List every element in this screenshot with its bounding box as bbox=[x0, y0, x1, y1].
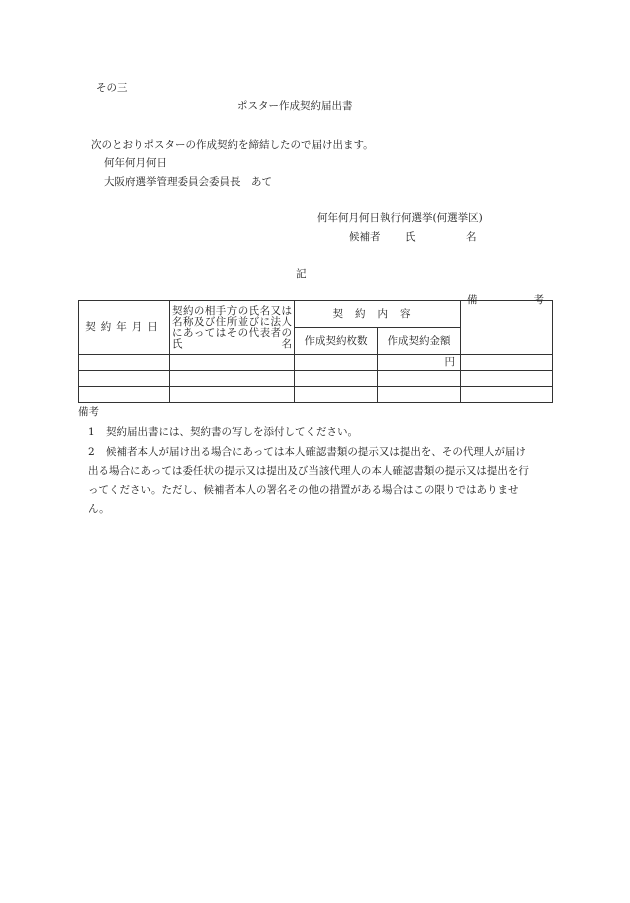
note-text: 契約届出書には、契約書の写しを添付してください。 bbox=[106, 426, 358, 438]
header-remarks-char-1: 備 bbox=[467, 294, 478, 306]
ki-heading: 記 bbox=[296, 268, 307, 280]
header-count: 作成契約枚数 bbox=[295, 328, 378, 355]
cell-remarks[interactable] bbox=[461, 387, 553, 403]
candidate-name-char-2: 名 bbox=[466, 231, 477, 243]
header-contract-content: 契約内容 bbox=[295, 301, 461, 328]
submission-date: 何年何月何日 bbox=[104, 157, 167, 169]
table-row bbox=[79, 355, 553, 371]
cell-count[interactable] bbox=[295, 355, 378, 371]
header-remarks-char-2: 考 bbox=[533, 294, 544, 306]
notes-title: 備考 bbox=[78, 406, 99, 418]
cell-date[interactable] bbox=[79, 387, 170, 403]
header-contract-party: 契約の相手方の氏名又は名称及び住所並びに法人にあってはその代表者の氏名 bbox=[170, 301, 295, 355]
table-row bbox=[79, 387, 553, 403]
note-item bbox=[88, 443, 533, 519]
cell-amount[interactable] bbox=[378, 387, 461, 403]
contract-table bbox=[78, 294, 553, 403]
intro-text: 次のとおりポスターの作成契約を締結したので届け出ます。 bbox=[91, 139, 374, 151]
cell-party[interactable] bbox=[170, 371, 295, 387]
cell-date[interactable] bbox=[79, 355, 170, 371]
cell-party[interactable] bbox=[170, 355, 295, 371]
note-number: 2 bbox=[88, 446, 95, 458]
cell-date[interactable] bbox=[79, 371, 170, 387]
header-amount: 作成契約金額 bbox=[378, 328, 461, 355]
note-item bbox=[88, 423, 533, 442]
cell-count[interactable] bbox=[295, 387, 378, 403]
cell-amount[interactable] bbox=[378, 371, 461, 387]
document-title: ポスター作成契約届出書 bbox=[237, 100, 353, 112]
candidate-name-char-1: 氏 bbox=[405, 231, 416, 243]
note-number: 1 bbox=[88, 426, 95, 438]
cell-remarks[interactable] bbox=[461, 371, 553, 387]
addressee: 大阪府選挙管理委員会委員長 あて bbox=[104, 176, 272, 188]
note-text: 候補者本人が届け出る場合にあっては本人確認書類の提示又は提出を、その代理人が届け出る場合にあっては委任状の提示又は提出及び当該代理人の本人確認書類の提示又は提出を行ってください。ただし、候補者本人の署名その他の措置がある場合はこの限りではありません。 bbox=[88, 446, 529, 515]
candidate-label: 候補者 bbox=[349, 231, 381, 243]
election-name: 何年何月何日執行何選挙(何選挙区) bbox=[317, 212, 483, 224]
header-contract-date: 契約年月日 bbox=[79, 301, 170, 355]
cell-amount[interactable]: 円 bbox=[378, 355, 461, 371]
cell-remarks[interactable] bbox=[461, 355, 553, 371]
table-row bbox=[79, 371, 553, 387]
form-number: その三 bbox=[96, 82, 128, 94]
cell-party[interactable] bbox=[170, 387, 295, 403]
header-remarks bbox=[461, 294, 553, 355]
cell-count[interactable] bbox=[295, 371, 378, 387]
